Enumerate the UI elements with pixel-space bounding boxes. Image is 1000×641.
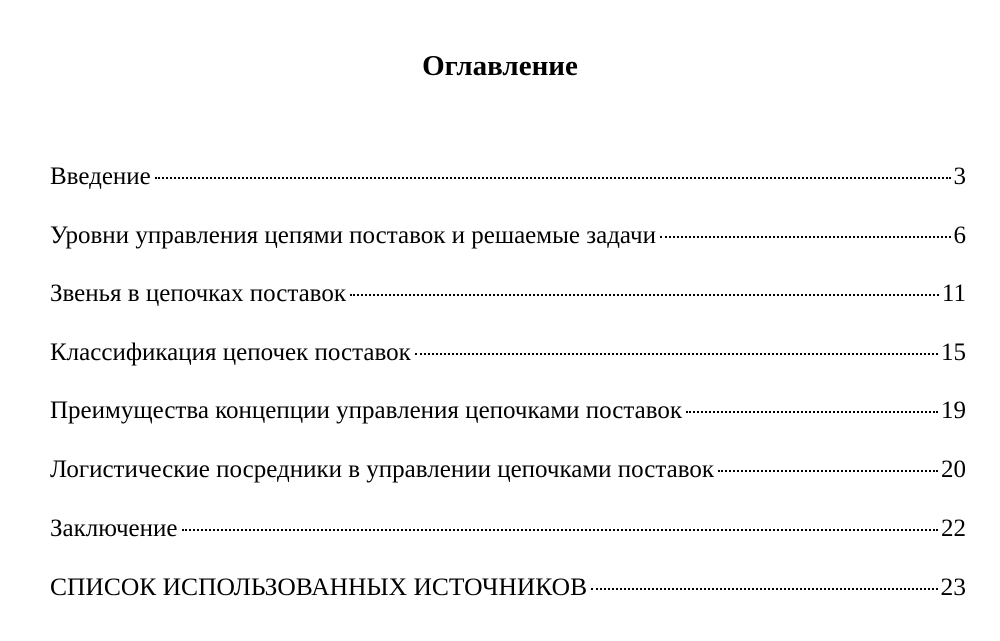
dot-leader [660, 236, 951, 238]
toc-entry-title: СПИСОК ИСПОЛЬЗОВАННЫХ ИСТОЧНИКОВ [50, 572, 588, 602]
toc-entry-title: Заключение [50, 514, 178, 542]
toc-entry-chain-links[interactable] [50, 274, 966, 333]
toc-entry-logistics-intermediaries[interactable] [50, 450, 966, 509]
toc-entry-title: Введение [50, 163, 151, 190]
toc-page-number: 11 [941, 280, 966, 308]
toc-entry-conclusion[interactable] [50, 509, 966, 568]
toc-entry-classification[interactable] [50, 333, 966, 392]
toc-entry-title: Преимущества концепции управления цепочками поставок [50, 397, 682, 425]
toc-page-number: 20 [941, 455, 966, 483]
toc-page-number: 6 [953, 221, 966, 249]
toc-entry-title: Логистические посредники в управлении цепочками поставок [50, 455, 715, 483]
toc-list [50, 157, 966, 626]
dot-leader [686, 411, 938, 413]
toc-page-number: 3 [953, 163, 966, 190]
toc-entry-title: Уровни управления цепями поставок и решаемые задачи [50, 221, 656, 249]
toc-entry-references[interactable] [50, 567, 966, 626]
dot-leader [718, 470, 938, 472]
toc-title: Оглавление [422, 50, 578, 82]
toc-entry-title: Звенья в цепочках поставок [50, 280, 346, 308]
dot-leader [350, 294, 939, 296]
toc-page-number: 22 [941, 514, 966, 542]
dot-leader [415, 353, 938, 355]
toc-page-number: 19 [941, 397, 966, 425]
toc-entry-title: Классификация цепочек поставок [50, 338, 411, 366]
toc-entry-advantages[interactable] [50, 391, 966, 450]
dot-leader [591, 588, 937, 590]
dot-leader [155, 177, 951, 179]
toc-entry-introduction[interactable] [50, 157, 966, 216]
toc-page-number: 23 [940, 572, 966, 602]
toc-entry-management-levels[interactable] [50, 216, 966, 275]
dot-leader [182, 529, 939, 531]
toc-page-number: 15 [941, 338, 966, 366]
